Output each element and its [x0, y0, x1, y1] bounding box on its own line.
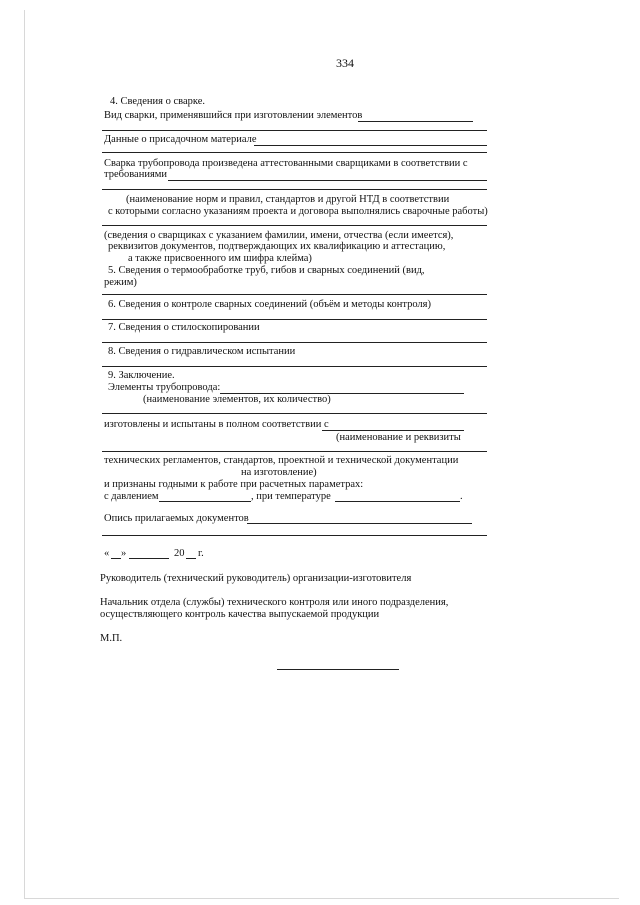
year-prefix: 20 — [174, 548, 185, 559]
month-blank — [129, 558, 169, 559]
section8-heading: 8. Сведения о гидравлическом испытании — [108, 346, 296, 357]
attachments-label: Опись прилагаемых документов — [104, 513, 249, 524]
rule — [102, 294, 487, 295]
year-suffix: г. — [198, 548, 204, 559]
rule — [102, 152, 487, 153]
section6-heading: 6. Сведения о контроле сварных соединений (объём и методы контроля) — [108, 299, 431, 310]
pressure-label: с давлением — [104, 491, 159, 502]
tech-docs-line1: технических регламентов, стандартов, проектной и технической документации — [104, 455, 459, 466]
pressure-blank — [159, 501, 251, 502]
standards-blank — [322, 430, 464, 431]
filler-blank — [254, 145, 487, 146]
welding-type-label: Вид сварки, применявшийся при изготовлении элементов — [104, 110, 363, 121]
rule — [102, 342, 487, 343]
date-close-quote: » — [121, 548, 127, 559]
rule — [102, 451, 487, 452]
year-blank — [186, 558, 196, 559]
day-blank — [111, 558, 121, 559]
rule — [102, 319, 487, 320]
norms-note-line2: с которыми согласно указаниям проекта и договора выполнялись сварочные работы) — [108, 206, 488, 217]
fit-for-operation: и признаны годными к работе при расчетных параметрах: — [104, 479, 364, 490]
welding-type-blank — [358, 121, 473, 122]
period: . — [460, 491, 463, 502]
rule — [102, 189, 487, 190]
section7-heading: 7. Сведения о стилоскопировании — [108, 322, 260, 333]
requisites-note: (наименование и реквизиты — [336, 432, 461, 443]
qc-line1: Начальник отдела (службы) технического контроля или иного подразделения, — [100, 597, 449, 608]
tech-docs-line2: на изготовление) — [241, 467, 317, 478]
temperature-label: , при температуре — [251, 491, 331, 502]
welder-note-line2: реквизитов документов, подтверждающих их квалификацию и аттестацию, — [108, 241, 446, 252]
welder-note-line3: а также присвоенного им шифра клейма) — [128, 253, 312, 264]
rule — [102, 535, 487, 536]
elements-label: Элементы трубопровода: — [108, 382, 221, 393]
welders-line1: Сварка трубопровода произведена аттестованными сварщиками в соответствии с — [104, 158, 468, 169]
section5-line1: 5. Сведения о термообработке труб, гибов и сварных соединений (вид, — [108, 265, 425, 276]
made-tested-label: изготовлены и испытаны в полном соответствии с — [104, 419, 329, 430]
attachments-blank — [247, 523, 472, 524]
signature-blank — [277, 669, 399, 670]
welders-line2: требованиями — [104, 169, 168, 180]
filler-label: Данные о присадочном материале — [104, 134, 257, 145]
page-number: 334 — [336, 56, 354, 70]
section4-heading: 4. Сведения о сварке. — [110, 96, 206, 107]
stamp-label: М.П. — [100, 633, 123, 644]
rule — [102, 225, 487, 226]
qc-line2: осуществляющего контроль качества выпускаемой продукции — [100, 609, 380, 620]
rule — [102, 130, 487, 131]
section5-line2: режим) — [104, 277, 137, 288]
rule — [102, 366, 487, 367]
date-open-quote: « — [104, 548, 110, 559]
rule — [102, 413, 487, 414]
temperature-blank — [335, 501, 460, 502]
head-signature-label: Руководитель (технический руководитель) организации-изготовителя — [100, 573, 412, 584]
section9-heading: 9. Заключение. — [108, 370, 175, 381]
welder-note-line1: (сведения о сварщиках с указанием фамилии, имени, отчества (если имеется), — [104, 230, 454, 241]
requirements-blank — [168, 180, 487, 181]
norms-note-line1: (наименование норм и правил, стандартов и другой НТД в соответствии — [126, 194, 450, 205]
elements-note: (наименование элементов, их количество) — [143, 394, 331, 405]
